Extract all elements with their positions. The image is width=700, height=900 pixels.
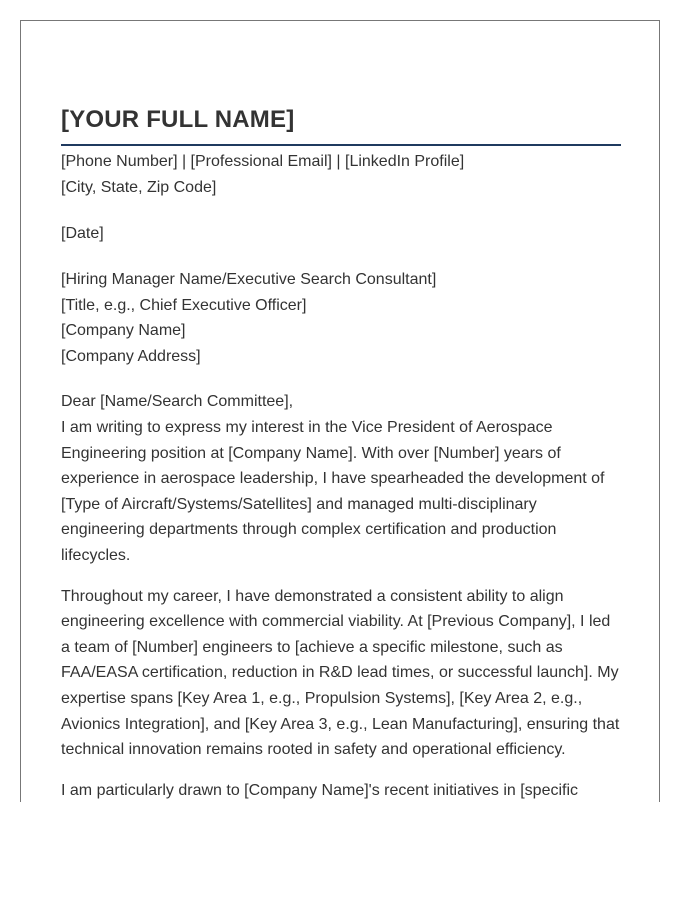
letter-date: [61, 221, 621, 247]
paragraph-line: expertise spans [Key Area 1, e.g., Propulsion Systems], [Key Area 2, e.g.,: [61, 689, 583, 707]
paragraph-line: lifecycles.: [61, 546, 131, 564]
paragraph-line: I am writing to express my interest in the Vice President of Aerospace: [61, 419, 553, 436]
recipient-name: [Hiring Manager Name/Executive Search Consultant]: [61, 271, 437, 288]
paragraph-2: [61, 584, 621, 763]
recipient-address: [Company Address]: [61, 347, 201, 365]
contact-line: [Phone Number] | [Professional Email] | [LinkedIn Profile]: [61, 153, 465, 170]
salutation-text: Dear [Name/Search Committee],: [61, 393, 294, 410]
recipient-company: [Company Name]: [61, 322, 186, 339]
document-page: [20, 20, 660, 802]
paragraph-line: FAA/EASA certification, reduction in R&D lead times, or successful launch]. My: [61, 664, 619, 682]
paragraph-line: Throughout my career, I have demonstrated a consistent ability to align: [61, 587, 564, 605]
paragraph-line: Avionics Integration], and [Key Area 3, e.g., Lean Manufacturing], ensuring that: [61, 715, 620, 733]
paragraph-line: I am particularly drawn to [Company Name]'s recent initiatives in [specific: [61, 781, 579, 799]
location-line: [City, State, Zip Code]: [61, 179, 217, 196]
contact-block: [61, 149, 621, 201]
applicant-name: [YOUR FULL NAME]: [61, 106, 621, 146]
paragraph-line: Engineering position at [Company Name]. With over [Number] years of: [61, 444, 561, 462]
paragraph-3: [61, 778, 621, 802]
paragraph-line: experience in aerospace leadership, I have spearheaded the development of: [61, 470, 605, 488]
paragraph-line: technical innovation remains rooted in safety and operational efficiency.: [61, 741, 566, 759]
date-text: [Date]: [61, 225, 104, 242]
paragraph-1: [61, 415, 621, 569]
letter-body: [61, 106, 621, 802]
paragraph-line: a team of [Number] engineers to [achieve a specific milestone, such as: [61, 638, 563, 656]
recipient-title: [Title, e.g., Chief Executive Officer]: [61, 296, 307, 314]
paragraph-line: engineering excellence with commercial viability. At [Previous Company], I led: [61, 613, 611, 631]
paragraph-line: engineering departments through complex certification and production: [61, 521, 557, 539]
paragraph-line: [Type of Aircraft/Systems/Satellites] and managed multi-disciplinary: [61, 495, 537, 513]
recipient-block: [61, 267, 621, 369]
salutation: [61, 389, 621, 415]
